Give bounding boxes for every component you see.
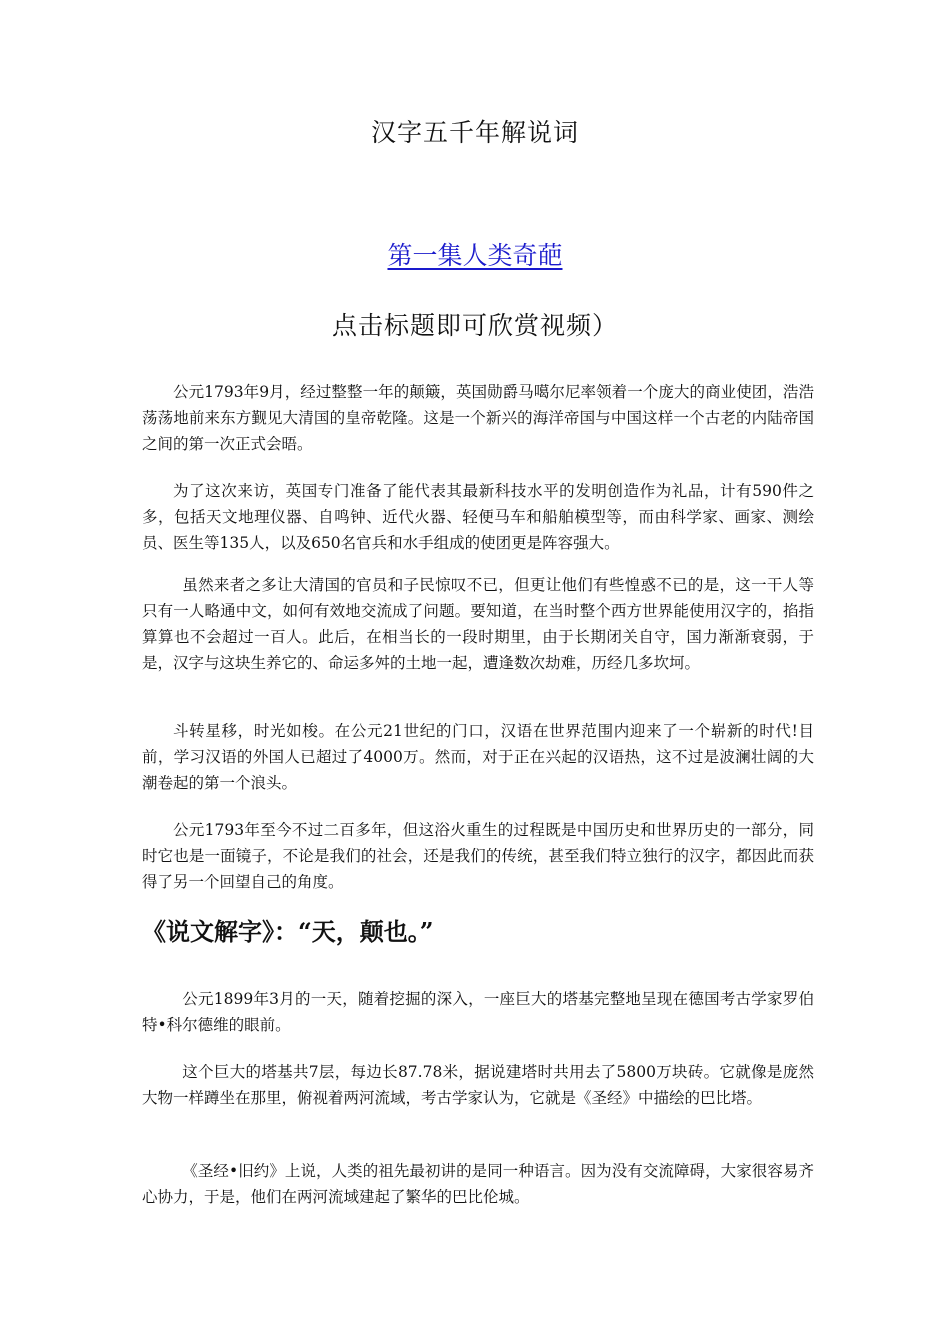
section-paragraph-1: 公元1899年3月的一天，随着挖掘的深入，一座巨大的塔基完整地呈现在德国考古学家罗伯特•科尔德维的眼前。 — [142, 990, 814, 1034]
paragraph-1: 公元1793年9月，经过整整一年的颠簸，英国勋爵马噶尔尼率领着一个庞大的商业使团，浩浩荡荡地前来东方觐见大清国的皇帝乾隆。这是一个新兴的海洋帝国与中国这样一个古老的内陆帝国之间的第一次正式会晤。 — [142, 383, 814, 453]
document-title: 汉字五千年解说词 — [370, 118, 579, 147]
episode-title-link[interactable]: 第一集人类奇葩 — [387, 241, 563, 270]
paragraph-3: 虽然来者之多让大清国的官员和子民惊叹不已，但更让他们有些惶惑不已的是，这一干人等只有一人略通中文，如何有效地交流成了问题。要知道，在当时整个西方世界能使用汉字的，掐指算算也不会超过一百人。此后，在相当长的一段时期里，由于长期闭关自守，国力渐渐衰弱，于是，汉字与这块生养它的、命运多舛的土地一起，遭逢数次劫难，历经几多坎坷。 — [142, 576, 814, 672]
paragraph-4: 斗转星移，时光如梭。在公元21世纪的门口，汉语在世界范围内迎来了一个崭新的时代!目前，学习汉语的外国人已超过了4000万。然而，对于正在兴起的汉语热，这不过是波澜壮阔的大潮卷起的第一个浪头。 — [142, 722, 814, 792]
video-hint-text: 点击标题即可欣赏视频） — [331, 311, 618, 340]
section-paragraph-3: 《圣经•旧约》上说，人类的祖先最初讲的是同一种语言。因为没有交流障碍，大家很容易齐心协力，于是，他们在两河流域建起了繁华的巴比伦城。 — [142, 1162, 814, 1206]
section-paragraph-2: 这个巨大的塔基共7层，每边长87.78米，据说建塔时共用去了5800万块砖。它就像是庞然大物一样蹲坐在那里，俯视着两河流域，考古学家认为，它就是《圣经》中描绘的巴比塔。 — [142, 1063, 814, 1107]
section-heading: 《说文解字》：“天，颠也。” — [142, 917, 434, 946]
episode-title-link-wrapper — [0, 239, 950, 273]
paragraph-5: 公元1793年至今不过二百多年，但这浴火重生的过程既是中国历史和世界历史的一部分，同时它也是一面镜子，不论是我们的社会，还是我们的传统，甚至我们特立独行的汉字，都因此而获得了另一个回望自己的角度。 — [142, 821, 814, 891]
paragraph-2: 为了这次来访，英国专门准备了能代表其最新科技水平的发明创造作为礼品，计有590件之多，包括天文地理仪器、自鸣钟、近代火器、轻便马车和船舶模型等，而由科学家、画家、测绘员、医生等135人，以及650名官兵和水手组成的使团更是阵容强大。 — [142, 482, 814, 552]
